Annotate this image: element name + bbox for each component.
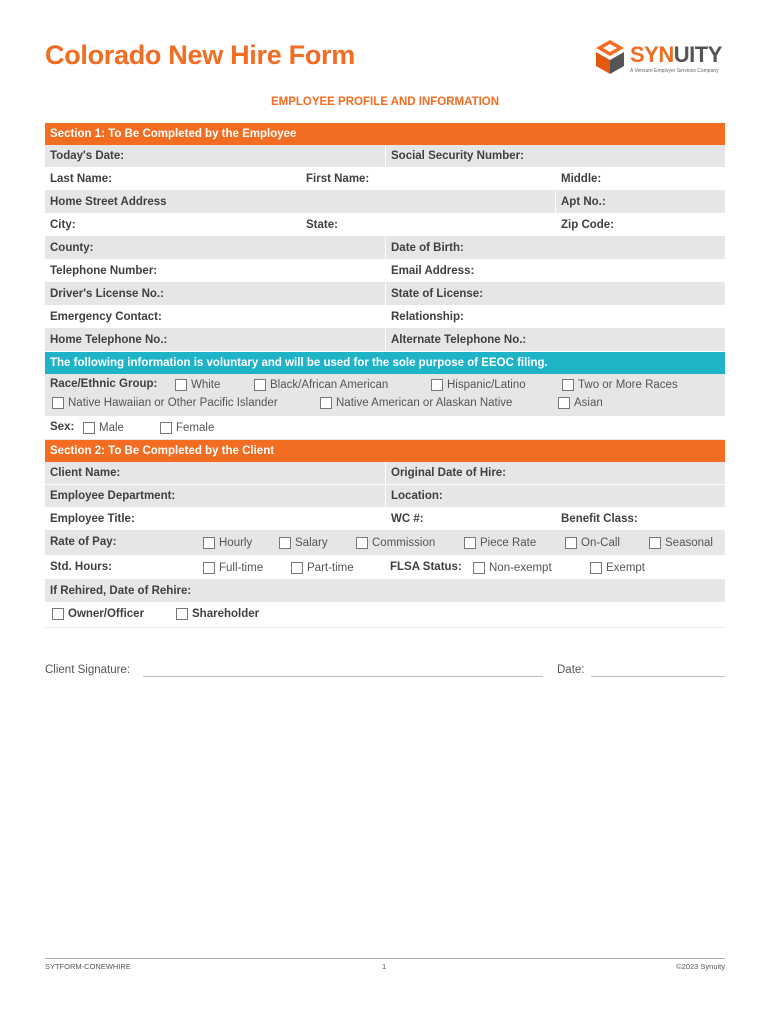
sex-option-female[interactable] [160,422,214,434]
shareholder-option[interactable] [176,608,259,620]
option-label: Hispanic/Latino [447,379,526,391]
license-field[interactable]: Driver's License No.: [50,288,164,300]
synuity-logo [594,38,726,80]
location-field[interactable]: Location: [385,485,725,507]
checkbox[interactable] [52,608,64,620]
race-option-native-american[interactable] [320,397,512,409]
checkbox[interactable] [175,379,187,391]
footer-copyright: ©2023 Synuity [676,962,725,971]
alt-phone-field[interactable]: Alternate Telephone No.: [385,329,725,351]
checkbox[interactable] [279,537,291,549]
option-label: Black/African American [270,379,389,391]
form-row [45,580,725,603]
client-signature-label: Client Signature: [45,664,131,676]
middle-name-field[interactable]: Middle: [555,168,725,190]
form-row [45,145,725,168]
sex-label: Sex: [50,421,75,433]
form-row [45,306,725,329]
section2-header: Section 2: To Be Completed by the Client [45,440,725,462]
checkbox[interactable] [203,537,215,549]
option-label: Hourly [219,537,253,549]
rate-option-commission[interactable] [356,537,435,549]
flsa-option-exempt[interactable] [590,562,645,574]
rate-option-seasonal[interactable] [649,537,713,549]
dob-field[interactable]: Date of Birth: [385,237,725,259]
rate-option-piece-rate[interactable] [464,537,536,549]
checkbox[interactable] [590,562,602,574]
flsa-option-non-exempt[interactable] [473,562,552,574]
option-label: Native American or Alaskan Native [336,397,513,409]
footer-divider [45,958,725,959]
std-hours-label: Std. Hours: [50,561,112,573]
county-field[interactable]: County: [50,242,94,254]
race-label: Race/Ethnic Group: [50,378,158,390]
form-row [45,191,725,214]
option-label: Commission [372,537,436,549]
option-label: Full-time [219,562,264,574]
logo-tagline: A Vensure Employer Services Company [630,68,719,74]
checkbox[interactable] [83,422,95,434]
checkbox[interactable] [203,562,215,574]
home-phone-field[interactable]: Home Telephone No.: [50,334,168,346]
checkbox[interactable] [431,379,443,391]
option-label: Owner/Officer [68,608,145,620]
street-address-field[interactable]: Home Street Address [50,196,167,208]
rate-of-pay-row [45,531,725,556]
logo-wordmark: SYNUITY [630,42,722,67]
checkbox[interactable] [649,537,661,549]
checkbox[interactable] [160,422,172,434]
zip-field[interactable]: Zip Code: [555,214,725,236]
option-label: Non-exempt [489,562,552,574]
telephone-field[interactable]: Telephone Number: [50,265,158,277]
race-option-asian[interactable] [558,397,603,409]
relationship-field[interactable]: Relationship: [385,306,725,328]
city-field[interactable]: City: [50,219,76,231]
license-state-field[interactable]: State of License: [385,283,725,305]
option-label: Part-time [307,562,354,574]
employee-title-field[interactable]: Employee Title: [50,513,135,525]
option-label: Two or More Races [578,379,678,391]
form-row [45,462,725,485]
todays-date-field[interactable]: Today's Date: [50,150,125,162]
checkbox[interactable] [176,608,188,620]
checkbox[interactable] [464,537,476,549]
original-hire-date-field[interactable]: Original Date of Hire: [385,462,725,484]
checkbox[interactable] [562,379,574,391]
signature-date-label: Date: [557,664,585,676]
option-label: Exempt [606,562,645,574]
checkbox[interactable] [254,379,266,391]
ssn-field[interactable]: Social Security Number: [385,145,725,167]
rate-option-salary[interactable] [279,537,328,549]
option-label: Piece Rate [480,537,537,549]
flsa-label: FLSA Status: [390,561,462,573]
checkbox[interactable] [291,562,303,574]
client-signature-line[interactable] [143,676,543,677]
section1-header: Section 1: To Be Completed by the Employee [45,123,725,145]
apt-field[interactable]: Apt No.: [555,191,725,213]
option-label: Seasonal [665,537,713,549]
checkbox[interactable] [473,562,485,574]
emergency-contact-field[interactable]: Emergency Contact: [50,311,162,323]
form-row [45,329,725,352]
sex-row [45,417,725,440]
ownership-row [45,603,725,628]
checkbox[interactable] [320,397,332,409]
race-option-two-or-more[interactable] [562,379,678,391]
state-field[interactable]: State: [300,214,555,236]
rate-of-pay-label: Rate of Pay: [50,536,117,548]
option-label: Salary [295,537,328,549]
option-label: Male [99,422,124,434]
form-row [45,508,725,531]
benefit-class-field[interactable]: Benefit Class: [555,508,725,530]
footer-page-number: 1 [382,962,387,971]
department-field[interactable]: Employee Department: [50,490,176,502]
hours-option-full-time[interactable] [203,562,263,574]
last-name-field[interactable]: Last Name: [50,173,112,185]
client-name-field[interactable]: Client Name: [50,467,121,479]
footer-form-id: SYTFORM-CONEWHIRE [45,962,131,971]
checkbox[interactable] [565,537,577,549]
form-row [45,237,725,260]
owner-officer-option[interactable] [52,608,144,620]
option-label: Female [176,422,215,434]
option-label: Shareholder [192,608,260,620]
sex-option-male[interactable] [83,422,124,434]
form-row [45,168,725,191]
form-row [45,283,725,306]
email-field[interactable]: Email Address: [385,260,725,282]
race-group-row [45,374,725,417]
form-subtitle: EMPLOYEE PROFILE AND INFORMATION [270,96,500,108]
std-hours-row [45,556,725,580]
option-label: White [191,379,221,391]
form-title: Colorado New Hire Form [45,40,355,70]
signature-date-line[interactable] [591,676,725,677]
first-name-field[interactable]: First Name: [300,168,555,190]
form-row [45,214,725,237]
rate-option-on-call[interactable] [565,537,620,549]
hours-option-part-time[interactable] [291,562,354,574]
eeoc-header: The following information is voluntary and will be used for the sole purpose of EEOC filing. [45,352,725,374]
race-option-black[interactable] [254,379,388,391]
option-label: Native Hawaiian or Other Pacific Islander [68,397,278,409]
rate-option-hourly[interactable] [203,537,252,549]
checkbox[interactable] [356,537,368,549]
option-label: On-Call [581,537,620,549]
form-body [45,123,725,628]
form-row [45,260,725,283]
wc-field[interactable]: WC #: [385,508,555,530]
form-row [45,485,725,508]
checkbox[interactable] [558,397,570,409]
rehire-date-field[interactable]: If Rehired, Date of Rehire: [50,585,192,597]
checkbox[interactable] [52,397,64,409]
race-option-hispanic[interactable] [431,379,526,391]
race-option-white[interactable] [175,379,220,391]
race-option-pacific-islander[interactable] [52,397,278,409]
option-label: Asian [574,397,603,409]
synuity-mark-icon [594,38,626,76]
